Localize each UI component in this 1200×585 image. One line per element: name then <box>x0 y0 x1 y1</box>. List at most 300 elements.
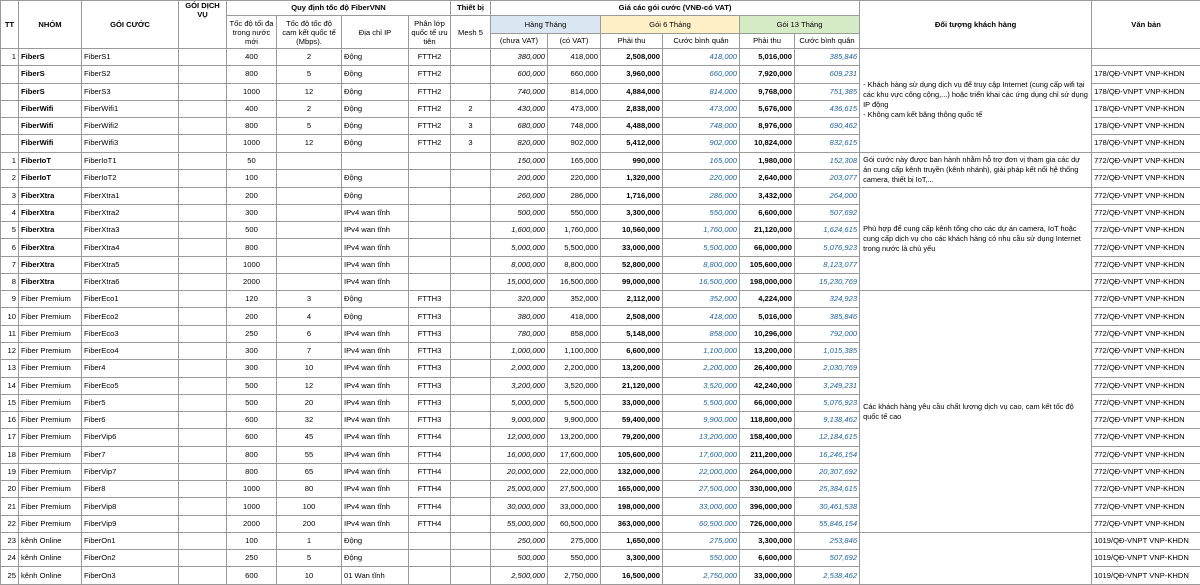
row-co-vat: 1,760,000 <box>548 222 601 239</box>
table-row <box>1 291 1200 308</box>
row-toc-do-cam-ket: 32 <box>277 412 342 429</box>
row-van-ban: 772/QĐ-VNPT VNP-KHDN <box>1092 412 1200 429</box>
row-g6-cuoc-binh-quan: 550,000 <box>663 204 740 221</box>
row-mesh5 <box>451 360 491 377</box>
row-g6-phai-thu: 5,412,000 <box>601 135 663 152</box>
row-g6-phai-thu: 1,650,000 <box>601 532 663 549</box>
row-co-vat: 814,000 <box>548 83 601 100</box>
row-phan-lop: FTTH4 <box>409 446 451 463</box>
row-co-vat: 8,800,000 <box>548 256 601 273</box>
row-g6-phai-thu: 5,148,000 <box>601 325 663 342</box>
row-nhom: FiberXtra <box>19 239 82 256</box>
row-g6-phai-thu: 10,560,000 <box>601 222 663 239</box>
row-g6-phai-thu: 59,400,000 <box>601 412 663 429</box>
row-g13-phai-thu: 5,016,000 <box>740 49 795 66</box>
row-tt: 22 <box>1 515 19 532</box>
row-toc-do-cam-ket <box>277 239 342 256</box>
row-mesh5 <box>451 152 491 170</box>
row-g6-cuoc-binh-quan: 1,760,000 <box>663 222 740 239</box>
row-mesh5 <box>451 291 491 308</box>
row-g6-cuoc-binh-quan: 286,000 <box>663 187 740 204</box>
row-phan-lop <box>409 273 451 290</box>
row-tt: 12 <box>1 342 19 359</box>
row-goi-dich-vu <box>179 481 227 498</box>
row-g13-phai-thu: 10,296,000 <box>740 325 795 342</box>
row-g13-phai-thu: 726,000,000 <box>740 515 795 532</box>
row-g6-cuoc-binh-quan: 275,000 <box>663 532 740 549</box>
header-g13-phai-thu: Phải thu <box>740 34 795 49</box>
row-g13-cuoc-binh-quan: 751,385 <box>795 83 860 100</box>
row-toc-do-toi-da: 300 <box>227 342 277 359</box>
row-tt <box>1 118 19 135</box>
header-goi-13-thang: Gói 13 Tháng <box>740 16 860 34</box>
row-phan-lop: FTTH2 <box>409 118 451 135</box>
row-dia-chi-ip: IPv4 wan tĩnh <box>342 446 409 463</box>
row-dia-chi-ip: IPv4 wan tĩnh <box>342 342 409 359</box>
row-g6-cuoc-binh-quan: 13,200,000 <box>663 429 740 446</box>
row-g6-cuoc-binh-quan: 165,000 <box>663 152 740 170</box>
row-g13-phai-thu: 13,200,000 <box>740 342 795 359</box>
row-dia-chi-ip: Động <box>342 187 409 204</box>
row-chua-vat: 8,000,000 <box>491 256 548 273</box>
row-g6-phai-thu: 2,508,000 <box>601 308 663 325</box>
header-hang-thang: Hàng Tháng <box>491 16 601 34</box>
header-doi-tuong: Đối tượng khách hàng <box>860 1 1092 49</box>
row-goi-cuoc: FiberIoT1 <box>82 152 179 170</box>
row-co-vat: 3,520,000 <box>548 377 601 394</box>
row-g6-cuoc-binh-quan: 660,000 <box>663 66 740 83</box>
row-co-vat: 22,000,000 <box>548 463 601 480</box>
row-van-ban: 772/QĐ-VNPT VNP-KHDN <box>1092 152 1200 170</box>
row-g6-cuoc-binh-quan: 8,800,000 <box>663 256 740 273</box>
row-g13-phai-thu: 264,000,000 <box>740 463 795 480</box>
row-g6-cuoc-binh-quan: 33,000,000 <box>663 498 740 515</box>
row-toc-do-toi-da: 120 <box>227 291 277 308</box>
customer-target-note: Phù hợp để cung cấp kênh tổng cho các dự án camera, IoT hoặc cung cấp dịch vụ cho các khách hàng có nhu cầu sử dụng Internet trong nước là chủ yếu <box>860 187 1092 291</box>
row-g13-cuoc-binh-quan: 1,624,615 <box>795 222 860 239</box>
row-goi-dich-vu <box>179 118 227 135</box>
row-toc-do-toi-da: 100 <box>227 170 277 188</box>
row-tt: 25 <box>1 567 19 584</box>
row-mesh5 <box>451 273 491 290</box>
row-dia-chi-ip: Động <box>342 532 409 549</box>
row-tt: 14 <box>1 377 19 394</box>
row-toc-do-toi-da: 800 <box>227 446 277 463</box>
row-g13-cuoc-binh-quan: 5,076,923 <box>795 394 860 411</box>
row-van-ban: 772/QĐ-VNPT VNP-KHDN <box>1092 291 1200 308</box>
row-g6-phai-thu: 16,500,000 <box>601 567 663 584</box>
row-co-vat: 16,500,000 <box>548 273 601 290</box>
row-g13-cuoc-binh-quan: 9,138,462 <box>795 412 860 429</box>
row-chua-vat: 15,000,000 <box>491 273 548 290</box>
row-goi-dich-vu <box>179 360 227 377</box>
row-van-ban: 772/QĐ-VNPT VNP-KHDN <box>1092 187 1200 204</box>
row-toc-do-toi-da: 500 <box>227 222 277 239</box>
header-g13-cuoc-binh-quan: Cước bình quân <box>795 34 860 49</box>
row-g13-cuoc-binh-quan: 15,230,769 <box>795 273 860 290</box>
row-g6-cuoc-binh-quan: 220,000 <box>663 170 740 188</box>
row-phan-lop: FTTH3 <box>409 291 451 308</box>
row-g13-cuoc-binh-quan: 55,846,154 <box>795 515 860 532</box>
row-goi-cuoc: FiberOn2 <box>82 550 179 567</box>
row-toc-do-cam-ket <box>277 170 342 188</box>
row-mesh5 <box>451 170 491 188</box>
row-chua-vat: 5,000,000 <box>491 394 548 411</box>
row-van-ban: 772/QĐ-VNPT VNP-KHDN <box>1092 239 1200 256</box>
row-g6-cuoc-binh-quan: 5,500,000 <box>663 239 740 256</box>
row-nhom: Fiber Premium <box>19 360 82 377</box>
row-van-ban: 772/QĐ-VNPT VNP-KHDN <box>1092 394 1200 411</box>
row-g13-phai-thu: 3,300,000 <box>740 532 795 549</box>
row-tt: 6 <box>1 239 19 256</box>
row-toc-do-cam-ket <box>277 204 342 221</box>
row-chua-vat: 1,600,000 <box>491 222 548 239</box>
row-tt: 1 <box>1 152 19 170</box>
row-van-ban: 178/QĐ-VNPT VNP-KHDN <box>1092 83 1200 100</box>
row-goi-dich-vu <box>179 325 227 342</box>
row-toc-do-toi-da: 800 <box>227 118 277 135</box>
row-goi-cuoc: FiberS3 <box>82 83 179 100</box>
row-goi-dich-vu <box>179 256 227 273</box>
row-chua-vat: 9,000,000 <box>491 412 548 429</box>
row-goi-cuoc: FiberVip7 <box>82 463 179 480</box>
row-mesh5 <box>451 394 491 411</box>
header-toc-do-cam-ket: Tốc độ tốc độ cam kết quốc tế (Mbps). <box>277 16 342 49</box>
row-g13-phai-thu: 5,016,000 <box>740 308 795 325</box>
row-co-vat: 660,000 <box>548 66 601 83</box>
row-van-ban: 1019/QĐ-VNPT VNP-KHDN <box>1092 550 1200 567</box>
row-toc-do-cam-ket <box>277 273 342 290</box>
row-g6-phai-thu: 3,300,000 <box>601 204 663 221</box>
header-goi-dich-vu: GÓI DỊCH VỤ <box>179 1 227 49</box>
row-goi-dich-vu <box>179 532 227 549</box>
row-goi-cuoc: Fiber5 <box>82 394 179 411</box>
row-van-ban: 1019/QĐ-VNPT VNP-KHDN <box>1092 532 1200 549</box>
row-toc-do-toi-da: 800 <box>227 239 277 256</box>
row-van-ban: 772/QĐ-VNPT VNP-KHDN <box>1092 273 1200 290</box>
row-nhom: Fiber Premium <box>19 463 82 480</box>
row-tt: 2 <box>1 170 19 188</box>
row-phan-lop <box>409 187 451 204</box>
row-chua-vat: 1,000,000 <box>491 342 548 359</box>
table-row <box>1 49 1200 66</box>
row-chua-vat: 150,000 <box>491 152 548 170</box>
row-g6-phai-thu: 79,200,000 <box>601 429 663 446</box>
row-g13-cuoc-binh-quan: 832,615 <box>795 135 860 152</box>
row-mesh5: 3 <box>451 118 491 135</box>
row-g6-cuoc-binh-quan: 22,000,000 <box>663 463 740 480</box>
row-nhom: FiberS <box>19 83 82 100</box>
row-phan-lop <box>409 170 451 188</box>
row-goi-cuoc: FiberIoT2 <box>82 170 179 188</box>
row-nhom: FiberWifi <box>19 100 82 117</box>
row-toc-do-cam-ket: 1 <box>277 532 342 549</box>
row-dia-chi-ip: IPv4 wan tĩnh <box>342 222 409 239</box>
row-dia-chi-ip: Động <box>342 291 409 308</box>
row-goi-cuoc: FiberOn3 <box>82 567 179 584</box>
row-tt: 11 <box>1 325 19 342</box>
row-chua-vat: 200,000 <box>491 170 548 188</box>
row-tt: 10 <box>1 308 19 325</box>
row-dia-chi-ip: IPv4 wan tĩnh <box>342 377 409 394</box>
header-thiet-bi: Thiết bị <box>451 1 491 16</box>
row-tt: 3 <box>1 187 19 204</box>
row-toc-do-toi-da: 1000 <box>227 481 277 498</box>
row-chua-vat: 2,500,000 <box>491 567 548 584</box>
row-g13-cuoc-binh-quan: 324,923 <box>795 291 860 308</box>
header-mesh5: Mesh 5 <box>451 16 491 49</box>
row-g6-cuoc-binh-quan: 16,500,000 <box>663 273 740 290</box>
row-g6-cuoc-binh-quan: 2,200,000 <box>663 360 740 377</box>
row-co-vat: 858,000 <box>548 325 601 342</box>
row-nhom: kênh Online <box>19 567 82 584</box>
row-goi-dich-vu <box>179 100 227 117</box>
row-g6-phai-thu: 105,600,000 <box>601 446 663 463</box>
row-van-ban: 772/QĐ-VNPT VNP-KHDN <box>1092 325 1200 342</box>
row-g13-phai-thu: 330,000,000 <box>740 481 795 498</box>
row-van-ban: 178/QĐ-VNPT VNP-KHDN <box>1092 118 1200 135</box>
row-co-vat: 2,750,000 <box>548 567 601 584</box>
row-mesh5 <box>451 83 491 100</box>
row-toc-do-toi-da: 1000 <box>227 256 277 273</box>
row-toc-do-toi-da: 1000 <box>227 83 277 100</box>
row-g6-cuoc-binh-quan: 3,520,000 <box>663 377 740 394</box>
row-g6-cuoc-binh-quan: 814,000 <box>663 83 740 100</box>
row-g6-phai-thu: 4,884,000 <box>601 83 663 100</box>
row-mesh5 <box>451 187 491 204</box>
row-g13-cuoc-binh-quan: 152,308 <box>795 152 860 170</box>
row-nhom: FiberXtra <box>19 273 82 290</box>
row-van-ban: 772/QĐ-VNPT VNP-KHDN <box>1092 481 1200 498</box>
row-chua-vat: 500,000 <box>491 550 548 567</box>
customer-target-note: Các khách hàng yêu cầu chất lượng dịch vụ cao, cam kết tốc độ quốc tế cao <box>860 291 1092 533</box>
table-body <box>1 49 1200 585</box>
row-goi-dich-vu <box>179 429 227 446</box>
row-g13-phai-thu: 396,000,000 <box>740 498 795 515</box>
row-van-ban: 178/QĐ-VNPT VNP-KHDN <box>1092 66 1200 83</box>
row-goi-dich-vu <box>179 135 227 152</box>
row-nhom: FiberWifi <box>19 135 82 152</box>
row-goi-cuoc: FiberVip8 <box>82 498 179 515</box>
row-chua-vat: 260,000 <box>491 187 548 204</box>
row-g6-phai-thu: 198,000,000 <box>601 498 663 515</box>
row-dia-chi-ip: IPv4 wan tĩnh <box>342 463 409 480</box>
row-goi-dich-vu <box>179 49 227 66</box>
row-goi-cuoc: FiberXtra2 <box>82 204 179 221</box>
row-phan-lop: FTTH4 <box>409 463 451 480</box>
row-tt: 8 <box>1 273 19 290</box>
row-mesh5 <box>451 342 491 359</box>
row-phan-lop: FTTH3 <box>409 394 451 411</box>
row-toc-do-toi-da: 200 <box>227 187 277 204</box>
row-goi-cuoc: FiberOn1 <box>82 532 179 549</box>
row-nhom: Fiber Premium <box>19 308 82 325</box>
row-tt <box>1 100 19 117</box>
row-g6-phai-thu: 33,000,000 <box>601 239 663 256</box>
row-dia-chi-ip: Động <box>342 100 409 117</box>
header-goi-cuoc: GÓI CƯỚC <box>82 1 179 49</box>
row-goi-cuoc: FiberEco2 <box>82 308 179 325</box>
row-goi-dich-vu <box>179 498 227 515</box>
row-van-ban: 772/QĐ-VNPT VNP-KHDN <box>1092 515 1200 532</box>
row-toc-do-cam-ket: 12 <box>277 135 342 152</box>
header-toc-do-toi-da: Tốc độ tối đa trong nước mới <box>227 16 277 49</box>
row-g13-phai-thu: 1,980,000 <box>740 152 795 170</box>
row-goi-dich-vu <box>179 463 227 480</box>
row-g13-phai-thu: 2,640,000 <box>740 170 795 188</box>
row-dia-chi-ip: IPv4 wan tĩnh <box>342 360 409 377</box>
row-toc-do-cam-ket: 3 <box>277 291 342 308</box>
row-goi-cuoc: FiberEco5 <box>82 377 179 394</box>
row-goi-cuoc: Fiber8 <box>82 481 179 498</box>
row-g13-cuoc-binh-quan: 507,692 <box>795 550 860 567</box>
row-mesh5 <box>451 49 491 66</box>
row-van-ban: 178/QĐ-VNPT VNP-KHDN <box>1092 135 1200 152</box>
row-nhom: FiberXtra <box>19 222 82 239</box>
row-g6-cuoc-binh-quan: 858,000 <box>663 325 740 342</box>
row-phan-lop: FTTH2 <box>409 100 451 117</box>
row-mesh5 <box>451 325 491 342</box>
row-g13-cuoc-binh-quan: 2,030,769 <box>795 360 860 377</box>
row-tt: 1 <box>1 49 19 66</box>
row-goi-cuoc: FiberS1 <box>82 49 179 66</box>
row-g13-cuoc-binh-quan: 385,846 <box>795 308 860 325</box>
row-g13-cuoc-binh-quan: 436,615 <box>795 100 860 117</box>
row-van-ban: 772/QĐ-VNPT VNP-KHDN <box>1092 446 1200 463</box>
row-phan-lop: FTTH3 <box>409 325 451 342</box>
row-g13-phai-thu: 66,000,000 <box>740 239 795 256</box>
row-chua-vat: 780,000 <box>491 325 548 342</box>
row-chua-vat: 380,000 <box>491 308 548 325</box>
row-van-ban: 772/QĐ-VNPT VNP-KHDN <box>1092 342 1200 359</box>
row-chua-vat: 430,000 <box>491 100 548 117</box>
row-co-vat: 220,000 <box>548 170 601 188</box>
row-goi-dich-vu <box>179 66 227 83</box>
row-g6-phai-thu: 1,320,000 <box>601 170 663 188</box>
row-dia-chi-ip: IPv4 wan tĩnh <box>342 429 409 446</box>
row-g6-phai-thu: 6,600,000 <box>601 342 663 359</box>
row-goi-cuoc: FiberEco4 <box>82 342 179 359</box>
row-g13-cuoc-binh-quan: 1,015,385 <box>795 342 860 359</box>
row-g6-cuoc-binh-quan: 2,750,000 <box>663 567 740 584</box>
row-g13-cuoc-binh-quan: 253,846 <box>795 532 860 549</box>
row-tt: 16 <box>1 412 19 429</box>
row-g13-phai-thu: 211,200,000 <box>740 446 795 463</box>
header-quy-dinh: Quy định tốc độ FiberVNN <box>227 1 451 16</box>
row-g13-cuoc-binh-quan: 12,184,615 <box>795 429 860 446</box>
row-goi-dich-vu <box>179 550 227 567</box>
row-nhom: kênh Online <box>19 532 82 549</box>
row-co-vat: 5,500,000 <box>548 239 601 256</box>
row-van-ban: 772/QĐ-VNPT VNP-KHDN <box>1092 222 1200 239</box>
customer-target-note: Gói cước này được ban hành nhằm hỗ trợ đơn vị tham gia các dự án cung cấp kênh truyền (kênh nhánh), giải pháp kết nối hệ thống camera, thiết bị IoT,... <box>860 152 1092 187</box>
row-phan-lop <box>409 532 451 549</box>
row-toc-do-cam-ket: 65 <box>277 463 342 480</box>
row-toc-do-toi-da: 800 <box>227 66 277 83</box>
row-goi-cuoc: FiberVip9 <box>82 515 179 532</box>
table-row <box>1 532 1200 549</box>
row-chua-vat: 380,000 <box>491 49 548 66</box>
row-tt: 23 <box>1 532 19 549</box>
row-phan-lop <box>409 222 451 239</box>
row-nhom: Fiber Premium <box>19 291 82 308</box>
row-dia-chi-ip: Động <box>342 550 409 567</box>
row-goi-dich-vu <box>179 567 227 584</box>
row-g6-phai-thu: 2,508,000 <box>601 49 663 66</box>
row-tt: 4 <box>1 204 19 221</box>
row-nhom: FiberS <box>19 66 82 83</box>
row-g6-phai-thu: 1,716,000 <box>601 187 663 204</box>
row-dia-chi-ip: Động <box>342 308 409 325</box>
row-toc-do-cam-ket: 200 <box>277 515 342 532</box>
row-chua-vat: 55,000,000 <box>491 515 548 532</box>
row-chua-vat: 600,000 <box>491 66 548 83</box>
row-toc-do-cam-ket: 80 <box>277 481 342 498</box>
row-dia-chi-ip: IPv4 wan tĩnh <box>342 204 409 221</box>
row-nhom: FiberIoT <box>19 152 82 170</box>
row-mesh5 <box>451 498 491 515</box>
row-toc-do-toi-da: 2000 <box>227 515 277 532</box>
row-g6-cuoc-binh-quan: 27,500,000 <box>663 481 740 498</box>
row-co-vat: 1,100,000 <box>548 342 601 359</box>
row-goi-dich-vu <box>179 515 227 532</box>
row-toc-do-cam-ket: 20 <box>277 394 342 411</box>
row-tt: 19 <box>1 463 19 480</box>
table-row <box>1 152 1200 170</box>
row-mesh5 <box>451 429 491 446</box>
row-co-vat: 352,000 <box>548 291 601 308</box>
row-g13-phai-thu: 42,240,000 <box>740 377 795 394</box>
row-dia-chi-ip: IPv4 wan tĩnh <box>342 394 409 411</box>
row-dia-chi-ip: IPv4 wan tĩnh <box>342 515 409 532</box>
row-g6-cuoc-binh-quan: 748,000 <box>663 118 740 135</box>
row-van-ban: 772/QĐ-VNPT VNP-KHDN <box>1092 256 1200 273</box>
row-chua-vat: 20,000,000 <box>491 463 548 480</box>
row-tt: 9 <box>1 291 19 308</box>
row-g13-cuoc-binh-quan: 385,846 <box>795 49 860 66</box>
row-g13-cuoc-binh-quan: 25,384,615 <box>795 481 860 498</box>
row-goi-dich-vu <box>179 204 227 221</box>
row-g13-phai-thu: 105,600,000 <box>740 256 795 273</box>
row-goi-dich-vu <box>179 446 227 463</box>
row-g13-phai-thu: 21,120,000 <box>740 222 795 239</box>
row-tt: 17 <box>1 429 19 446</box>
row-chua-vat: 16,000,000 <box>491 446 548 463</box>
row-co-vat: 60,500,000 <box>548 515 601 532</box>
row-tt <box>1 66 19 83</box>
row-toc-do-cam-ket: 5 <box>277 118 342 135</box>
row-co-vat: 5,500,000 <box>548 394 601 411</box>
row-toc-do-cam-ket: 4 <box>277 308 342 325</box>
row-g13-phai-thu: 66,000,000 <box>740 394 795 411</box>
row-g13-cuoc-binh-quan: 5,076,923 <box>795 239 860 256</box>
row-g13-cuoc-binh-quan: 203,077 <box>795 170 860 188</box>
row-toc-do-toi-da: 600 <box>227 567 277 584</box>
row-g6-phai-thu: 4,488,000 <box>601 118 663 135</box>
row-toc-do-cam-ket: 2 <box>277 100 342 117</box>
table-row <box>1 187 1200 204</box>
row-g6-cuoc-binh-quan: 352,000 <box>663 291 740 308</box>
row-phan-lop: FTTH4 <box>409 429 451 446</box>
row-toc-do-cam-ket: 55 <box>277 446 342 463</box>
row-toc-do-cam-ket: 45 <box>277 429 342 446</box>
row-phan-lop: FTTH3 <box>409 412 451 429</box>
row-g6-phai-thu: 3,960,000 <box>601 66 663 83</box>
row-phan-lop: FTTH4 <box>409 515 451 532</box>
row-g13-cuoc-binh-quan: 20,307,692 <box>795 463 860 480</box>
row-co-vat: 2,200,000 <box>548 360 601 377</box>
row-goi-dich-vu <box>179 377 227 394</box>
